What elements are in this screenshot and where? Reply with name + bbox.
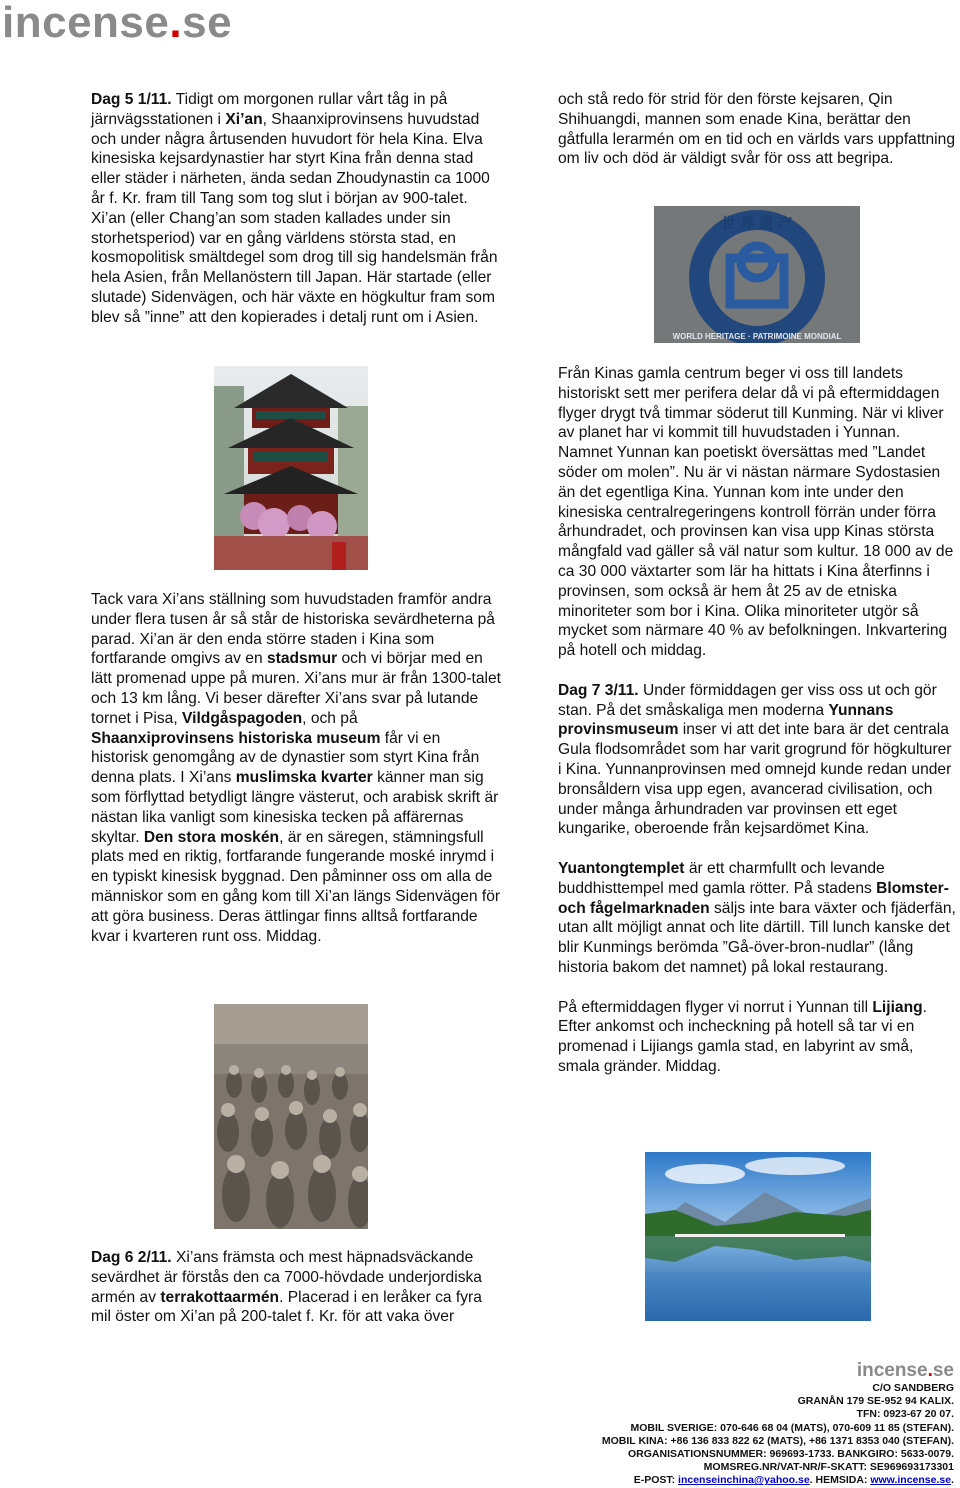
- yuantong-paragraph: [558, 859, 958, 978]
- text: .: [951, 1474, 954, 1487]
- text: Xi’ans främsta och mest häpnadsväckande sevärdhet är förstås den ca 7000-hövdade underjordiska armén av: [91, 1249, 482, 1306]
- footer-address: GRANÅN 179 SE-952 94 KALIX.: [797, 1395, 954, 1408]
- footer-mobile-sweden: MOBIL SVERIGE: 070-646 68 04 (MATS), 070-609 11 85 (STEFAN).: [630, 1421, 954, 1434]
- mosque-bold: Den stora moskén: [143, 828, 280, 846]
- text: och vi börjar med en lätt promenad uppe på muren. Xi’ans mur är från 1300-talet och 13 km lång. Vi beser därefter Xi’ans svar på lutande tornet i Pisa,: [91, 650, 501, 727]
- left-column-middle: [91, 590, 501, 946]
- yunnan-museum-bold: Yunnans provinsmuseum: [558, 701, 894, 739]
- terracotta-continued-paragraph: [558, 90, 958, 169]
- email-link[interactable]: incenseinchina@yahoo.se: [678, 1474, 810, 1487]
- header-logo: [2, 0, 232, 48]
- world-heritage-emblem-photo: [654, 206, 860, 343]
- footer-co: C/O SANDBERG: [872, 1382, 954, 1394]
- flower-bird-market-bold: Blomster- och fågelmarknaden: [558, 879, 949, 917]
- logo-tld: se: [182, 0, 233, 47]
- day5-paragraph: [91, 90, 501, 328]
- vildgaspagoden-bold: Vildgåspagoden: [182, 709, 303, 727]
- text: .: [927, 1360, 933, 1381]
- text: får vi en historisk genomgång av de dynastier som styrt Kina från denna plats. I Xi’ans: [91, 729, 480, 787]
- text: Under förmiddagen ger viss oss ut och gör stan. På det småskaliga men moderna: [558, 681, 937, 719]
- text: och stå redo för strid för den förste kejsaren, Qin Shihuangdi, mannen som enade Kina, berättar den gåtfulla lerarmén om en tid och en världs vars uppfattning om liv och död är väldigt svår för oss att begripa.: [558, 91, 955, 168]
- museum-bold: Shaanxiprovinsens historiska museum: [91, 729, 381, 747]
- stadsmur-bold: stadsmur: [266, 650, 338, 668]
- website-link[interactable]: www.incense.se: [870, 1474, 952, 1487]
- spacer: [558, 839, 958, 859]
- footer-email-web: [602, 1474, 954, 1487]
- footer-logo: [602, 1361, 954, 1381]
- pagoda-photo: [214, 366, 368, 570]
- day5-heading: Dag 5 1/11.: [91, 91, 172, 108]
- day7-heading: Dag 7 3/11.: [558, 681, 639, 699]
- day6-heading: Dag 6 2/11.: [91, 1249, 172, 1266]
- kunming-paragraph: [558, 364, 958, 661]
- text: , Shaanxiprovinsens huvudstad och under några årtusenden huvudort för hela Kina. Elva kinesiska kejsardynastier har styrt Kina från denna stad eller städer i närheten, ända sedan Zhoudynastin ca 1000 år f. Kr. fram till Tang som tog slut i början av 900-talet. Xi’an (eller Chang’an som staden kallades under sin storhetsperiod) var en gång världens största stad, en kosmopolitisk smältdegel som drog till sig handelsmän från hela Asien, från Mellanöstern till Japan. Här startade (eller slutade) Sidenvägen, och här växte en högkultur fram som blev så ”inne” att den kopierades i detalj runt om i Asien.: [91, 110, 498, 326]
- right-column-top: [558, 90, 958, 169]
- text: inser vi att det inte bara är det centrala Gula flodsområdet som har varit grogrund för högkulturer i Kina. Yunnanprovinsen med omnejd kunde redan under bronsåldern visa upp egen, avancerad civilisation, och under många århundraden var provinsen ett eget kungarike, oberoende från kejsardömet Kina.: [558, 721, 952, 838]
- text: På eftermiddagen flyger vi norrut i Yunnan till: [558, 998, 873, 1016]
- yuantong-bold: Yuantongtemplet: [558, 859, 685, 877]
- spacer: [558, 661, 958, 681]
- text: . Efter ankomst och incheckning på hotell så tar vi en promenad i Lijiangs gamla stad, en labyrint av små, smala gränder. Middag.: [558, 998, 927, 1075]
- text: se: [932, 1360, 954, 1381]
- footer-mobile-china: MOBIL KINA: +86 136 833 822 62 (MATS), +86 1371 8353 040 (STEFAN).: [601, 1434, 954, 1447]
- text: , är en säregen, stämningsfull plats med en riktig, fortfarande fungerande moské inrymd i en typiskt kinesisk byggnad. Den påminner oss om alla de människor som en gång kom till Xi’an längs Sidenvägen för att göra business. Deras ättlingar finns alltså fortfarande kvar i kvarteren runt oss. Middag.: [91, 828, 501, 945]
- text: . HEMSIDA:: [809, 1474, 871, 1487]
- footer-vat: MOMSREG.NR/VAT-NR/F-SKATT: SE969693173301: [703, 1461, 954, 1474]
- text: Tack vara Xi’ans ställning som huvudstaden framför andra under flera tusen år så står de historiska sevärdheterna på parad. Xi’an är den enda större staden i Kina som fortfarande omgivs av en: [91, 591, 495, 668]
- text: Tidigt om morgonen rullar vårt tåg in på järnvägsstationen i: [91, 91, 448, 128]
- text: incense: [856, 1360, 928, 1381]
- footer-contact: [602, 1361, 954, 1488]
- footer-orgnr: ORGANISATIONSNUMMER: 969693-1733. BANKGIRO: 5633-0079.: [628, 1448, 954, 1461]
- day7-paragraph: [558, 681, 958, 839]
- whs-ring-text: WORLD HERITAGE · PATRIMOINE MONDIAL: [672, 332, 842, 341]
- lijiang-bold: Lijiang: [872, 998, 923, 1016]
- day6-paragraph: [91, 1248, 501, 1327]
- left-column-bottom: [91, 1248, 501, 1327]
- text: Från Kinas gamla centrum beger vi oss till landets historiskt sett mer perifera delar då vi på eftermiddagen flyger drygt två timmar söderut till Kunming. När vi kliver av planet har vi kommit till huvudstaden i Yunnan. Namnet Yunnan kan poetiskt översättas med ”Landet söder om molen”. Nu är vi nästan närmare Sydostasien än det egentliga Kina. Yunnan kom inte under den kinesiska centralregeringens kontroll förrän under förra århundradet, och provinsen kan visa upp Kinas största mångfald vad gäller så väl natur som kultur. 18 000 av de ca 30 000 växtarter som lär ha hittats i Kina återfinns i provinsen, som också är hem åt 25 av de etniska minoriteter som bor i Kina. Olika minoriteter utgör så mycket som närmare 40 % av befolkningen. Inkvartering på hotell och middag.: [558, 365, 954, 660]
- logo-dot: .: [169, 0, 183, 47]
- muslim-quarter-bold: muslimska kvarter: [235, 769, 373, 787]
- right-column-middle: [558, 364, 958, 1077]
- xian-bold: Xi’an: [225, 110, 263, 128]
- text: säljs inte bara växter och fjäderfän, utan allt möjligt annat och lite därtill. Till lunch kanske det blir Kunmings berömda ”Gå-över-bron-nudlar” (lång historia bakom det namnet) på lokal restaurang.: [558, 899, 956, 976]
- text: , och på: [302, 709, 358, 727]
- logo-text: incense: [2, 0, 170, 47]
- footer-phone: TFN: 0923-67 20 07.: [856, 1408, 954, 1421]
- terracotta-bold: terrakottaarmén: [160, 1288, 280, 1306]
- text: . Placerad i en leråker ca fyra mil öster om Xi’an på 200-talet f. Kr. för att vaka över: [91, 1288, 482, 1326]
- terracotta-army-photo: [214, 1004, 368, 1229]
- whs-chinese-text: 世 界 遗 产: [721, 216, 793, 232]
- text: E-POST:: [633, 1474, 679, 1487]
- left-column-top: [91, 90, 501, 328]
- lijiang-lake-photo: [645, 1152, 871, 1321]
- text: är ett charmfullt och levande buddhisttempel med gamla rötter. På stadens: [558, 859, 885, 897]
- lijiang-paragraph: [558, 998, 958, 1077]
- text: känner man sig som förflyttad betydligt längre västerut, och arabisk skrift är nästan lika vanligt som kinesiska tecken på affärernas skyltar.: [91, 769, 499, 846]
- xian-sights-paragraph: [91, 590, 501, 946]
- spacer: [558, 978, 958, 998]
